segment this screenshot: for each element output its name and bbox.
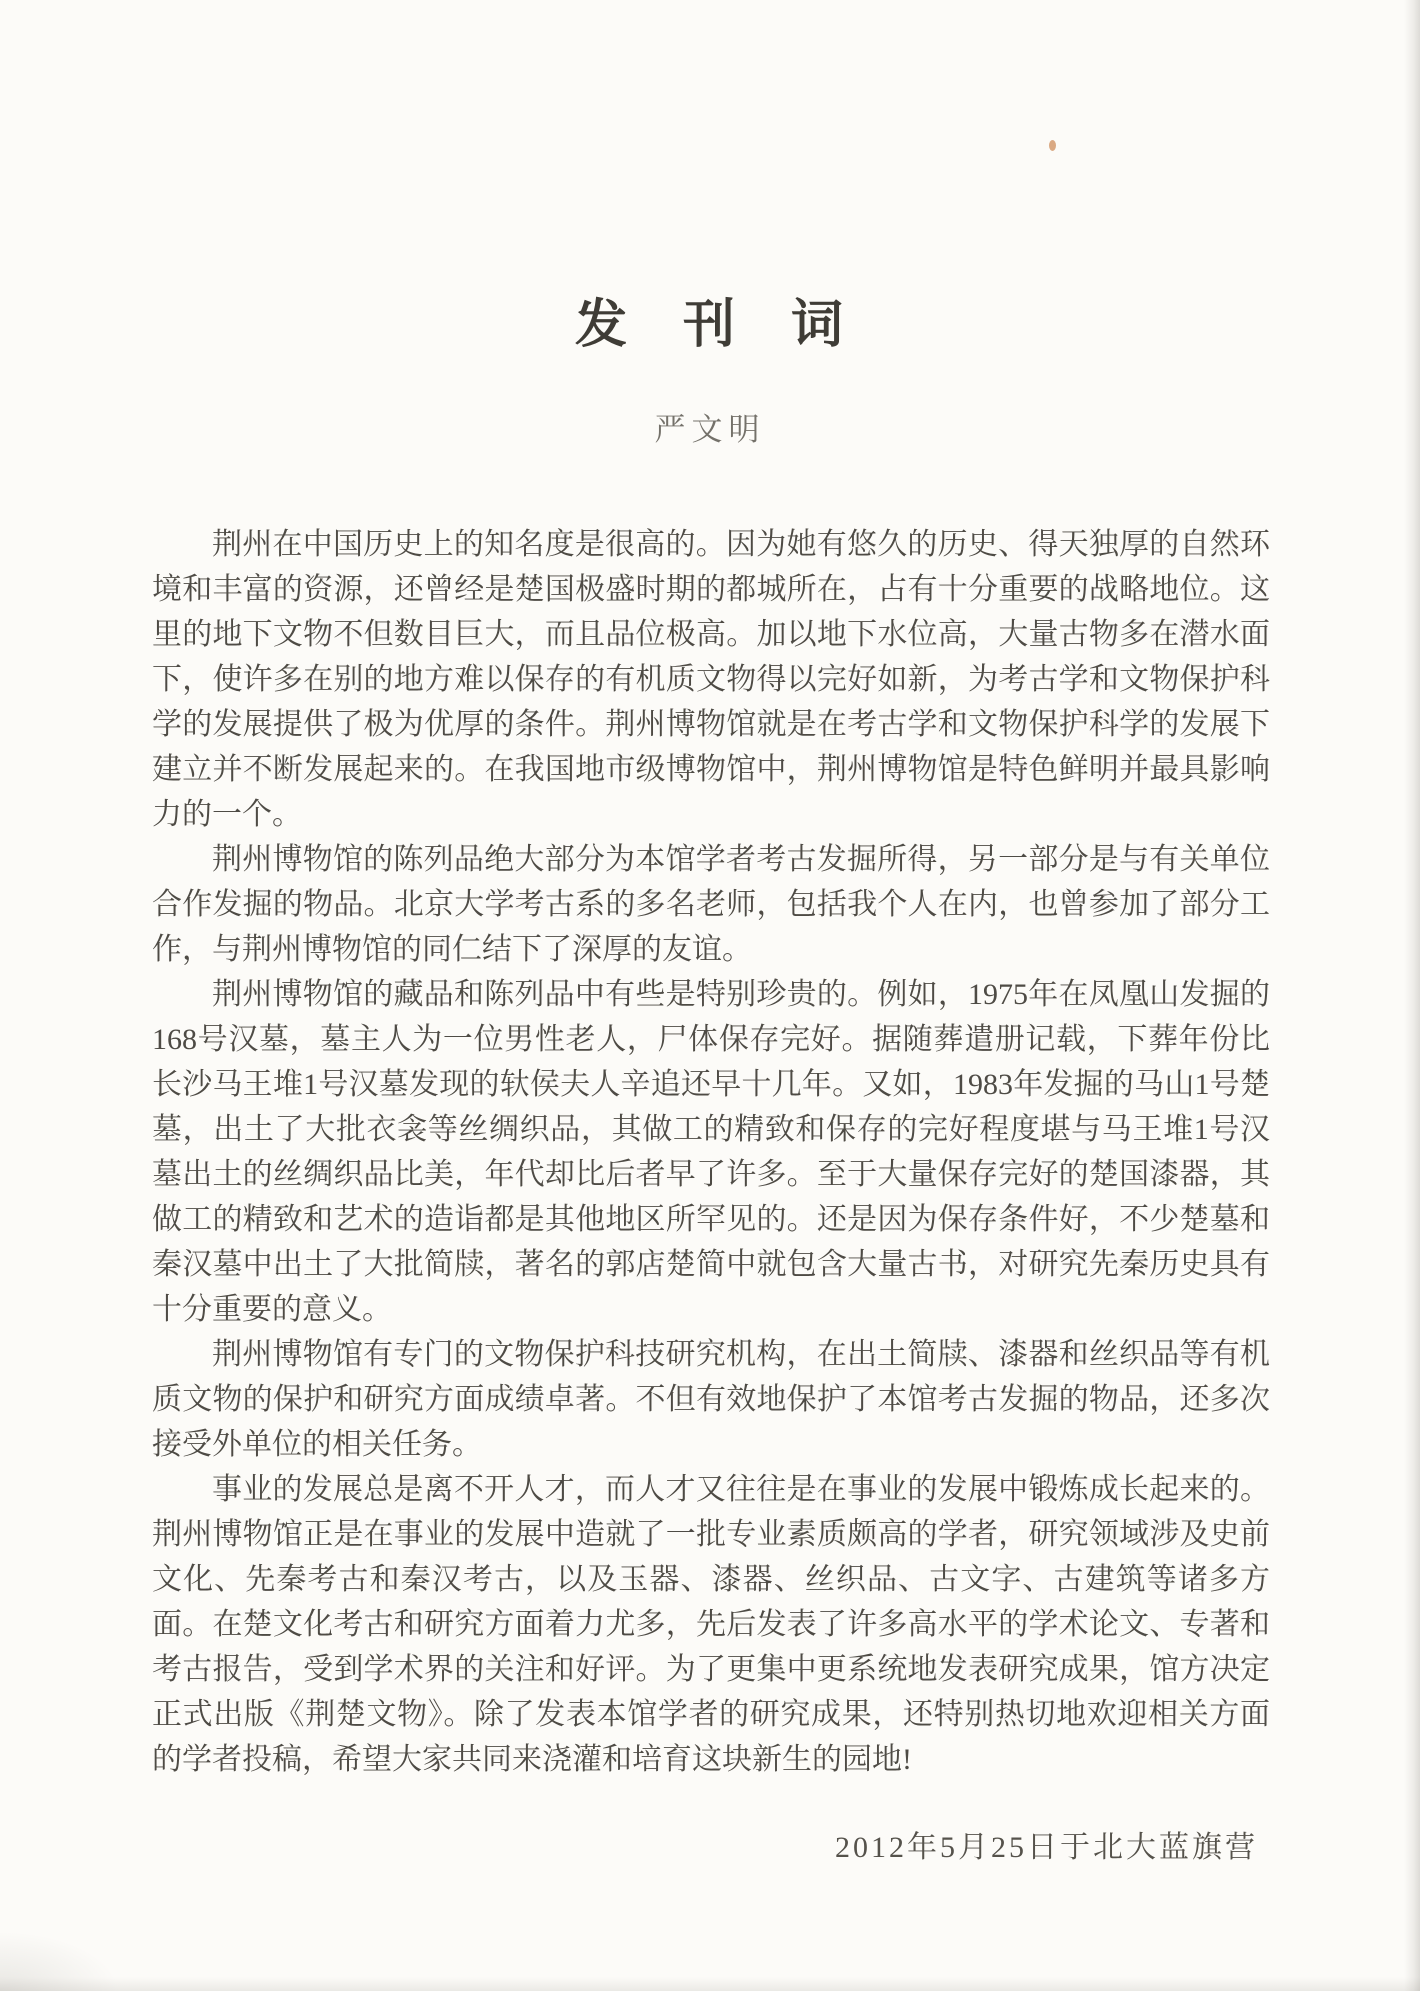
page-edge-shadow-corner bbox=[0, 1931, 120, 1991]
paragraph: 事业的发展总是离不开人才，而人才又往往是在事业的发展中锻炼成长起来的。荆州博物馆正是在事业的发展中造就了一批专业素质颇高的学者，研究领域涉及史前文化、先秦考古和秦汉考古，以及玉器、漆器、丝织品、古文字、古建筑等诸多方面。在楚文化考古和研究方面着力尤多，先后发表了许多高水平的学术论文、专著和考古报告，受到学术界的关注和好评。为了更集中更系统地发表研究成果，馆方决定正式出版《荆楚文物》。除了发表本馆学者的研究成果，还特别热切地欢迎相关方面的学者投稿，希望大家共同来浇灌和培育这块新生的园地! bbox=[152, 1473, 1270, 1776]
page-title: 发 刊 词 bbox=[574, 297, 845, 354]
dateline: 2012年5月25日于北大蓝旗营 bbox=[835, 1831, 1258, 1864]
page-edge-shadow-bottom bbox=[0, 1977, 1420, 1991]
scan-speck-artifact bbox=[1049, 140, 1056, 151]
body-text bbox=[152, 522, 1270, 1782]
paragraph: 荆州博物馆的藏品和陈列品中有些是特别珍贵的。例如，1975年在凤凰山发掘的168号汉墓，墓主人为一位男性老人，尸体保存完好。据随葬遣册记载，下葬年份比长沙马王堆1号汉墓发现的轪侯夫人辛追还早十几年。又如，1983年发掘的马山1号楚墓，出土了大批衣衾等丝绸织品，其做工的精致和保存的完好程度堪与马王堆1号汉墓出土的丝绸织品比美，年代却比后者早了许多。至于大量保存完好的楚国漆器，其做工的精致和艺术的造诣都是其他地区所罕见的。还是因为保存条件好，不少楚墓和秦汉墓中出土了大批简牍，著名的郭店楚简中就包含大量古书，对研究先秦历史具有十分重要的意义。 bbox=[152, 978, 1270, 1326]
author-name: 严文明 bbox=[654, 412, 766, 447]
paragraph: 荆州博物馆的陈列品绝大部分为本馆学者考古发掘所得，另一部分是与有关单位合作发掘的物品。北京大学考古系的多名老师，包括我个人在内，也曾参加了部分工作，与荆州博物馆的同仁结下了深厚的友谊。 bbox=[152, 843, 1270, 966]
paragraph: 荆州博物馆有专门的文物保护科技研究机构，在出土简牍、漆器和丝织品等有机质文物的保护和研究方面成绩卓著。不但有效地保护了本馆考古发掘的物品，还多次接受外单位的相关任务。 bbox=[152, 1338, 1270, 1461]
paragraph: 荆州在中国历史上的知名度是很高的。因为她有悠久的历史、得天独厚的自然环境和丰富的资源，还曾经是楚国极盛时期的都城所在，占有十分重要的战略地位。这里的地下文物不但数目巨大，而且品位极高。加以地下水位高，大量古物多在潜水面下，使许多在别的地方难以保存的有机质文物得以完好如新，为考古学和文物保护科学的发展提供了极为优厚的条件。荆州博物馆就是在考古学和文物保护科学的发展下建立并不断发展起来的。在我国地市级博物馆中，荆州博物馆是特色鲜明并最具影响力的一个。 bbox=[152, 528, 1270, 831]
